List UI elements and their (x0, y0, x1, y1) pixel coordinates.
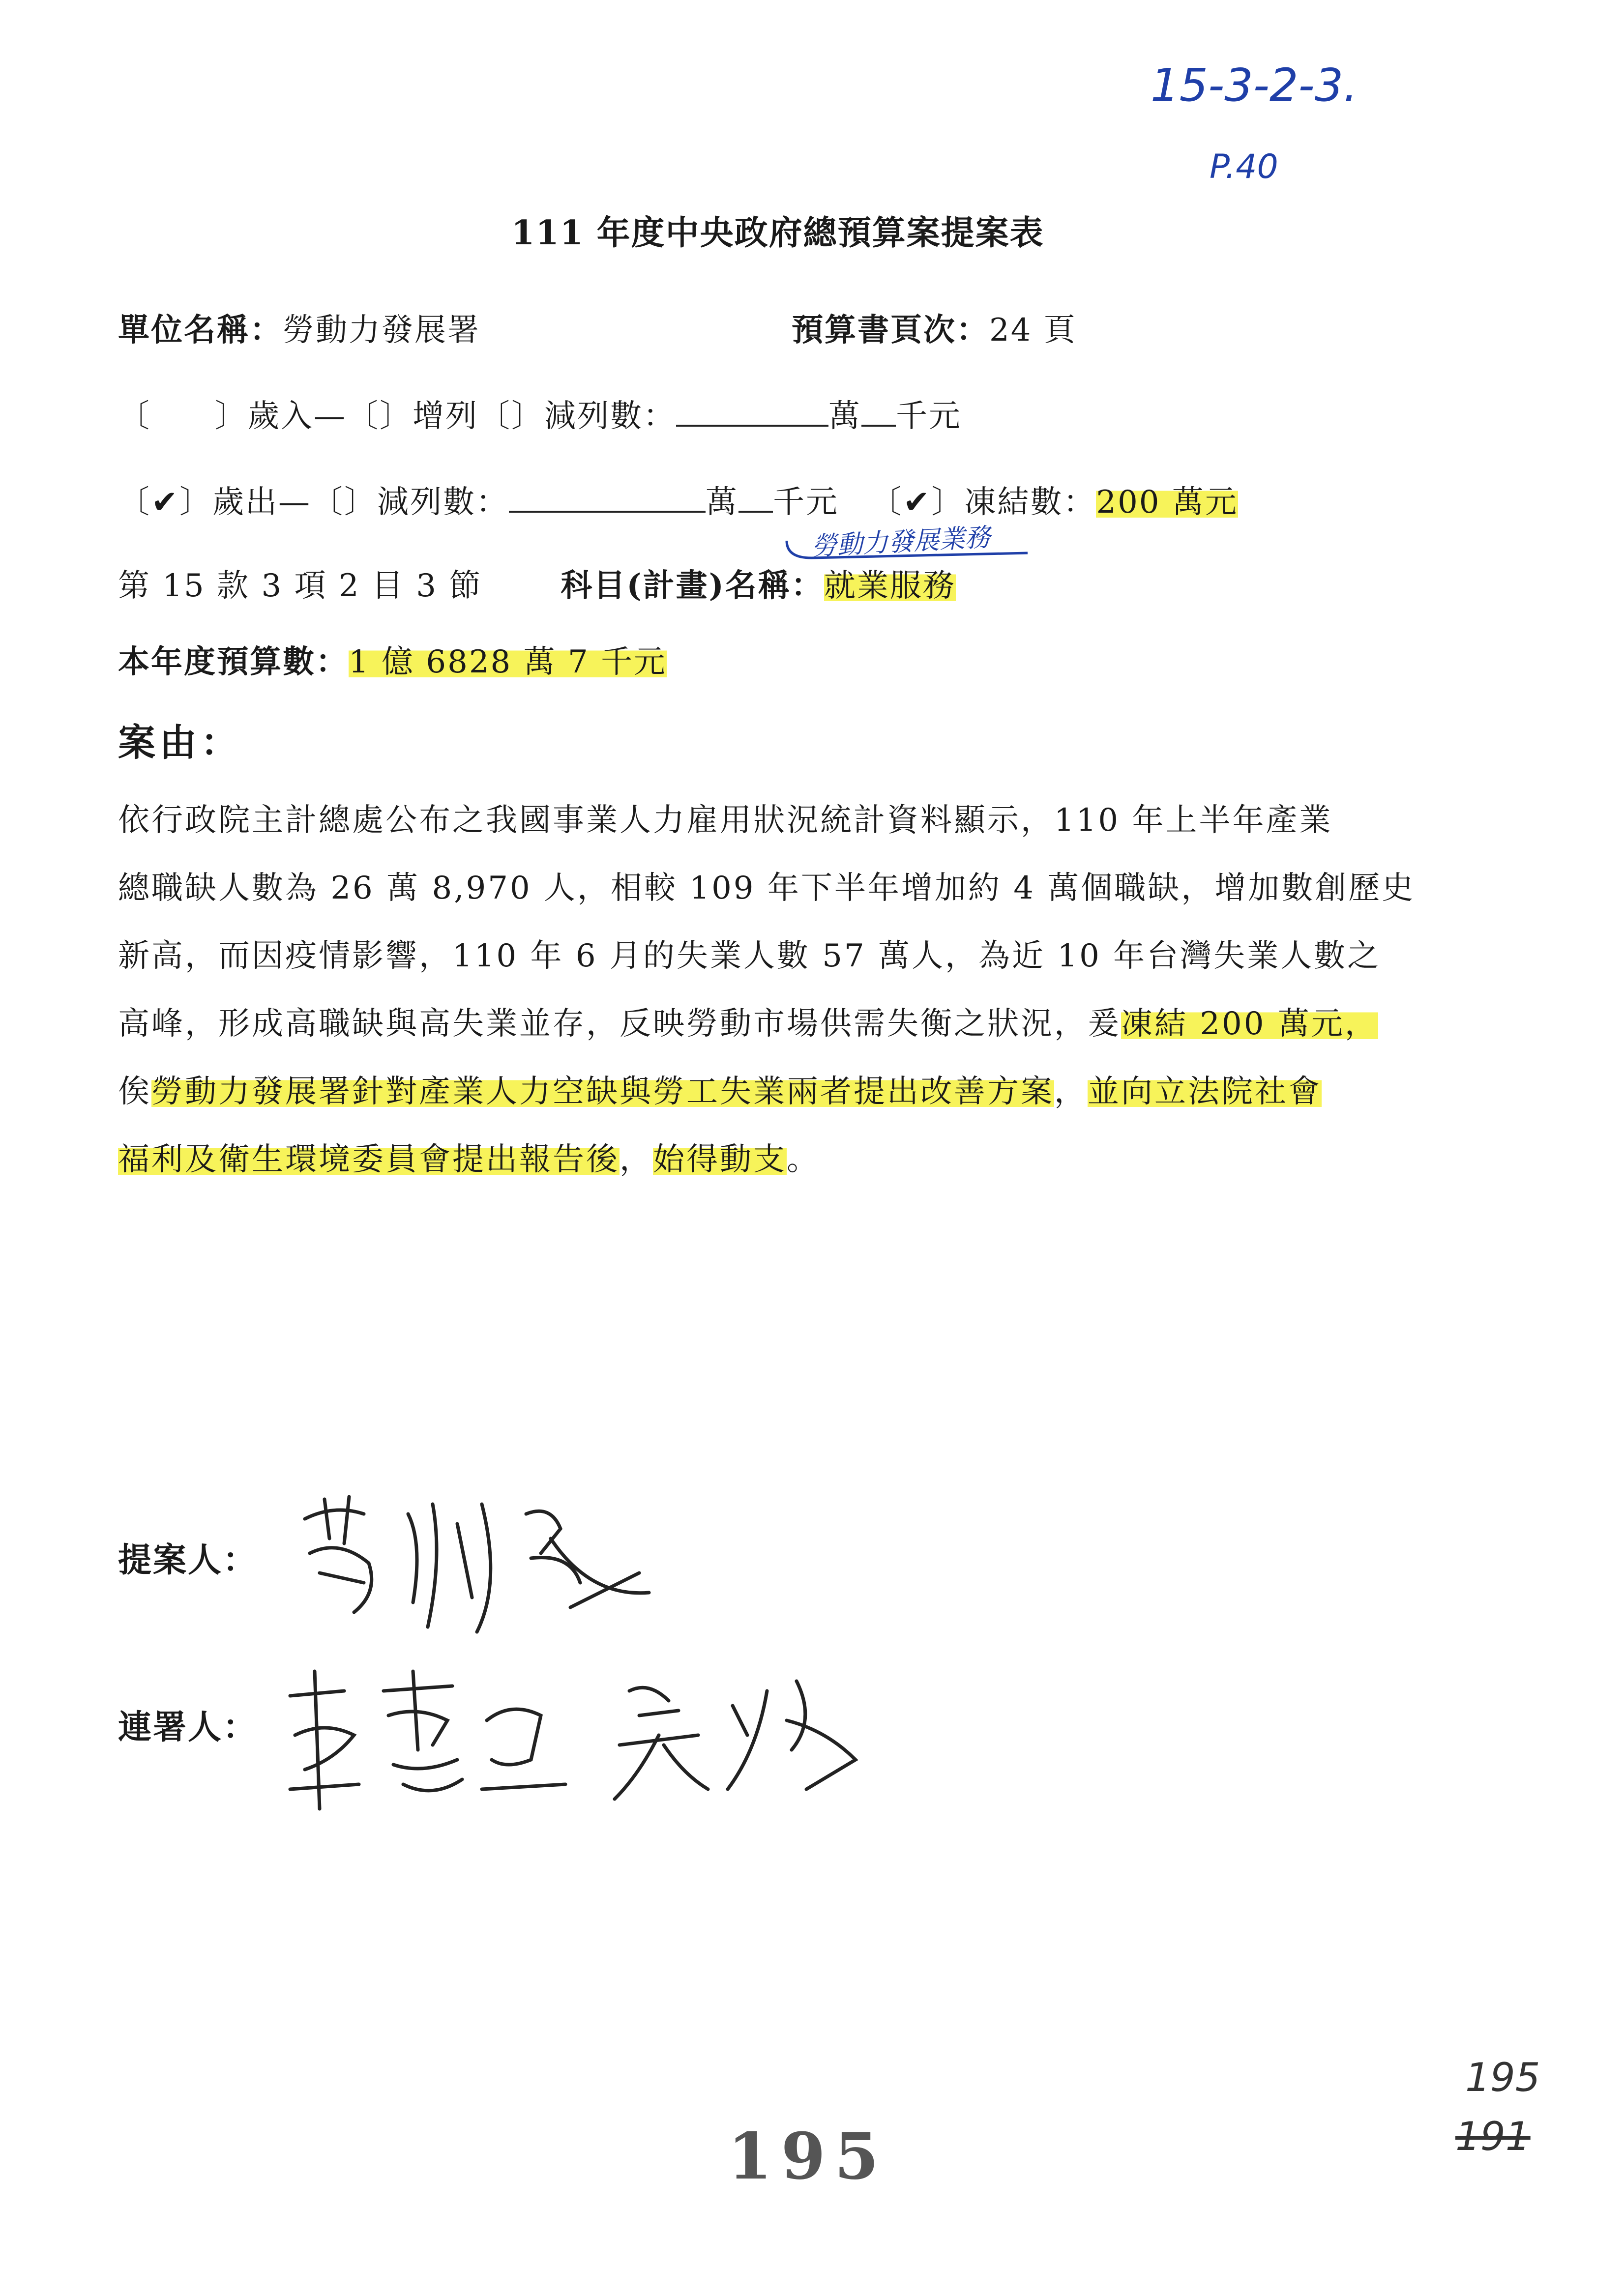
reason-text: 俟 (118, 1074, 151, 1110)
freeze-label: 〕凍結數： (931, 484, 1096, 521)
bracket-open: 〔 (870, 484, 903, 521)
unit-row (118, 305, 480, 350)
subject-label: 科目(計畫)名稱： (561, 567, 824, 604)
subject-value: 就業服務 (824, 568, 956, 604)
annual-budget-label: 本年度預算數： (118, 643, 349, 680)
reason-heading: 案由： (118, 721, 242, 764)
bracket-open: 〔 (118, 484, 151, 521)
section-row (118, 560, 956, 606)
revenue-label: 〕歲入—〔〕增列〔〕減列數： (215, 398, 676, 435)
budget-page-label: 預算書頁次： (792, 312, 989, 349)
handwritten-plan-name: 勞動力發展業務 (810, 523, 991, 562)
proposer-signature (295, 1484, 669, 1642)
annual-budget-row (118, 637, 667, 682)
bracket-open: 〔 (118, 398, 151, 435)
expense-label: 〕歲出—〔〕減列數： (179, 484, 509, 521)
expense-wan-blank (509, 485, 706, 513)
budget-page-row (792, 305, 1077, 350)
cosigner-label: 連署人： (118, 1708, 258, 1747)
page-title: 111 年度中央政府總預算案提案表 (511, 213, 1044, 253)
reason-line (118, 1058, 1485, 1126)
reason-line: 新高，而因疫情影響，110 年 6 月的失業人數 57 萬人，為近 10 年台灣失業人數之 (118, 938, 1381, 974)
expense-qian-blank (738, 485, 773, 513)
reason-line: 總職缺人數為 26 萬 8,970 人，相較 109 年下半年增加約 4 萬個職缺，增加數創歷史 (118, 870, 1416, 906)
wan-unit: 萬 (706, 484, 738, 521)
reason-highlight: 凍結 200 萬元， (1121, 1006, 1378, 1042)
section-code: 第 15 款 3 項 2 目 3 節 (118, 568, 482, 604)
reason-line: 依行政院主計總處公布之我國事業人力雇用狀況統計資料顯示，110 年上半年產業 (118, 802, 1333, 839)
freeze-check-mark: ✔ (903, 484, 931, 521)
revenue-wan-blank (676, 399, 828, 427)
budget-page-value: 24 頁 (989, 312, 1077, 349)
qian-unit: 千元 (773, 484, 839, 521)
handwritten-page-ref: P.40 (1210, 147, 1278, 186)
reason-highlight: 並向立法院社會 (1088, 1074, 1322, 1110)
reason-line (118, 1126, 1485, 1193)
qian-unit: 千元 (896, 398, 962, 435)
expense-check-mark: ✔ (151, 484, 179, 521)
revenue-row (118, 391, 962, 436)
reason-text: ， (1054, 1074, 1088, 1110)
unit-label: 單位名稱： (118, 312, 283, 349)
revenue-qian-blank (861, 399, 896, 427)
cosigner-signatures (275, 1661, 915, 1829)
handwritten-ref: 15-3-2-3. (1151, 59, 1358, 112)
corner-note-bottom: 191 (1455, 2114, 1531, 2159)
reason-text: 。 (787, 1141, 820, 1178)
reason-text: ， (620, 1141, 653, 1178)
reason-highlight: 福利及衛生環境委員會提出報告後 (118, 1141, 620, 1178)
corner-note-top: 195 (1465, 2055, 1540, 2100)
reason-body (118, 786, 1485, 1193)
expense-row (118, 477, 1238, 522)
page-number: 195 (728, 2119, 888, 2194)
reason-line (118, 990, 1485, 1058)
unit-value: 勞動力發展署 (283, 312, 480, 349)
annual-budget-value: 1 億 6828 萬 7 千元 (349, 644, 667, 680)
wan-unit: 萬 (828, 398, 861, 435)
freeze-value: 200 萬元 (1096, 484, 1238, 521)
reason-text: 高峰，形成高職缺與高失業並存，反映勞動市場供需失衡之狀況，爰 (118, 1006, 1121, 1042)
reason-highlight: 勞動力發展署針對產業人力空缺與勞工失業兩者提出改善方案 (151, 1074, 1054, 1110)
proposer-label: 提案人： (118, 1540, 258, 1580)
reason-highlight: 始得動支 (653, 1141, 787, 1178)
